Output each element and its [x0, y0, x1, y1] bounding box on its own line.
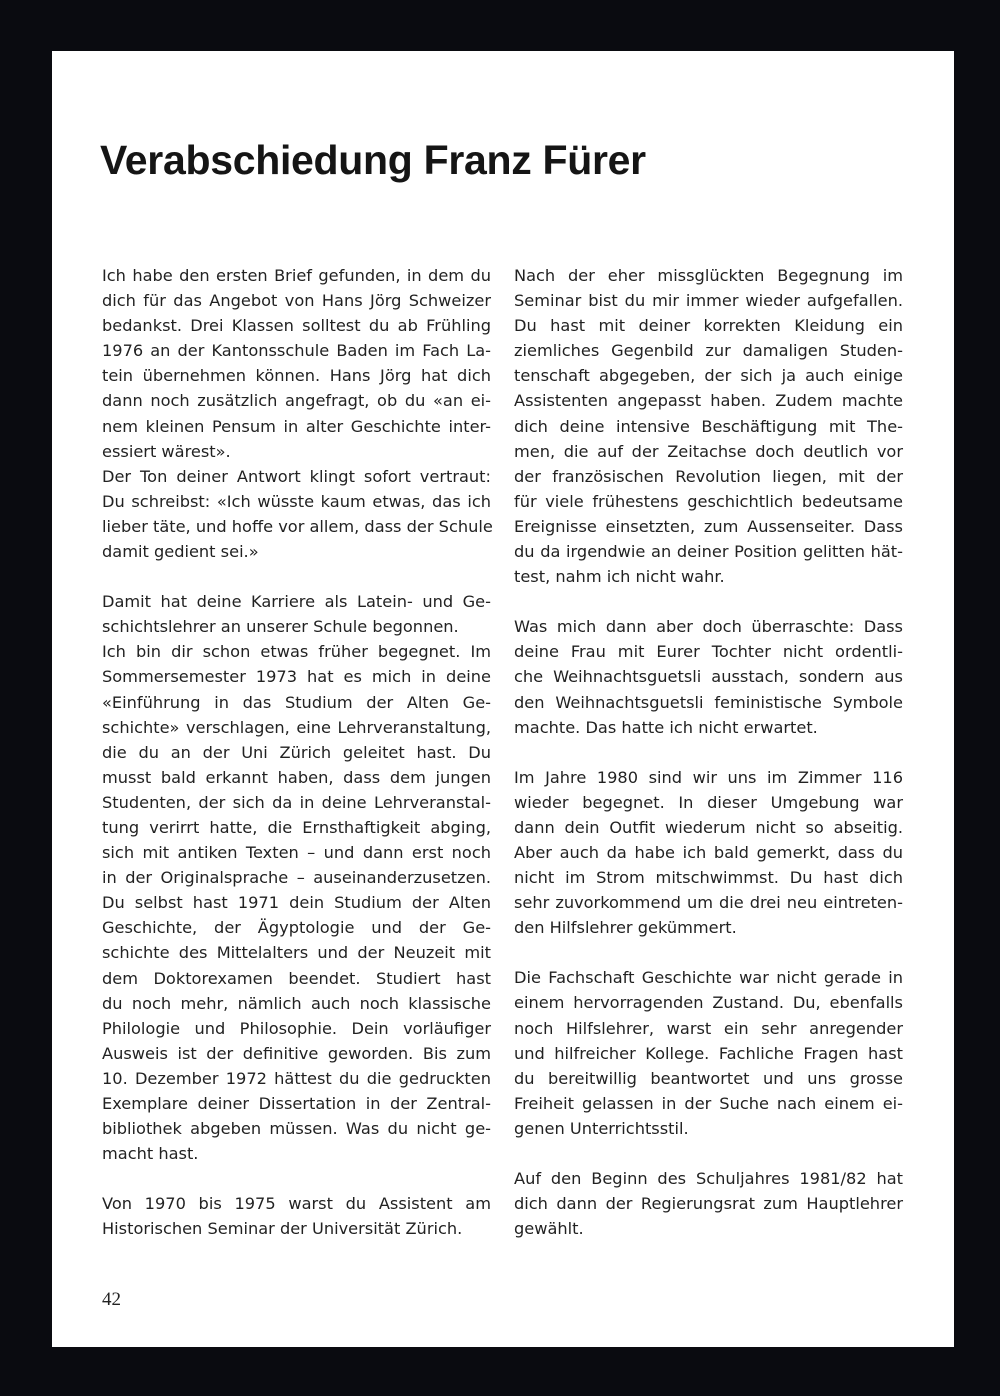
- text-line: nicht im Strom mitschwimmst. Du hast dich: [514, 868, 903, 888]
- text-line: Von 1970 bis 1975 warst du Assistent am: [102, 1194, 491, 1214]
- text-line: men, die auf der Zeitachse doch deutlich vor: [514, 441, 903, 461]
- text-line: Du selbst hast 1971 dein Studium der Alten: [102, 893, 491, 913]
- text-line: in der Originalsprache – auseinanderzusetzen.: [102, 868, 491, 888]
- text-line: Der Ton deiner Antwort klingt sofort vertraut:: [102, 466, 491, 486]
- text-line: macht hast.: [102, 1144, 199, 1164]
- text-line: und hilfreicher Kollege. Fachliche Fragen hast: [514, 1043, 903, 1063]
- text-line: lieber täte, und hoffe vor allem, dass der Schule: [102, 516, 493, 536]
- text-line: «Einführung in das Studium der Alten Ge-: [102, 692, 491, 712]
- paragraph: [102, 263, 491, 564]
- text-line: einem hervorragenden Zustand. Du, ebenfalls: [514, 993, 903, 1013]
- text-line: schichtslehrer an unserer Schule begonnen.: [102, 617, 459, 637]
- text-line: dem Doktorexamen beendet. Studiert hast: [102, 968, 491, 988]
- text-line: Sommersemester 1973 hat es mich in deine: [102, 667, 491, 687]
- right-column: [514, 263, 903, 1266]
- text-line: Ich habe den ersten Brief gefunden, in dem du: [102, 266, 491, 285]
- text-line: dich deine intensive Beschäftigung mit The-: [514, 416, 903, 436]
- text-line: für viele frühestens geschichtlich bedeutsame: [514, 491, 903, 511]
- text-line: tung verirrt hatte, die Ernsthaftigkeit abging,: [102, 817, 491, 837]
- paragraph: [514, 1166, 903, 1241]
- text-line: nem kleinen Pensum in alter Geschichte inter-: [102, 416, 491, 436]
- page-title: Verabschiedung Franz Fürer: [100, 137, 646, 183]
- text-line: Du hast mit deiner korrekten Kleidung ein: [514, 316, 903, 336]
- text-line: den Weihnachtsguetsli feministische Symbole: [514, 692, 903, 712]
- text-line: Seminar bist du mir immer wieder aufgefallen.: [514, 291, 903, 311]
- text-line: Auf den Beginn des Schuljahres 1981/82 hat: [514, 1169, 903, 1188]
- text-line: deine Frau mit Eurer Tochter nicht ordentli-: [514, 642, 903, 662]
- text-line: sich mit antiken Texten – und dann erst noch: [102, 843, 491, 863]
- paragraph: [102, 589, 491, 1166]
- text-line: ziemliches Gegenbild zur damaligen Studen-: [514, 341, 903, 361]
- paragraph: [514, 614, 903, 739]
- text-line: tenschaft abgegeben, der sich ja auch einige: [514, 366, 903, 386]
- text-line: wieder begegnet. In dieser Umgebung war: [514, 792, 903, 812]
- text-line: musst bald erkannt haben, dass dem jungen: [102, 767, 491, 787]
- text-line: Studenten, der sich da in deine Lehrveranstal-: [102, 792, 491, 812]
- text-line: du bereitwillig beantwortet und uns grosse: [514, 1068, 903, 1088]
- text-line: schichte» verschlagen, eine Lehrveranstaltung,: [102, 717, 491, 737]
- paragraph: [514, 765, 903, 941]
- text-line: genen Unterrichtsstil.: [514, 1118, 689, 1138]
- text-line: bibliothek abgeben müssen. Was du nicht ge-: [102, 1119, 491, 1139]
- text-line: essiert wärest».: [102, 441, 231, 461]
- text-line: Geschichte, der Ägyptologie und der Ge-: [102, 918, 491, 938]
- left-column: [102, 263, 491, 1266]
- text-line: Im Jahre 1980 sind wir uns im Zimmer 116: [514, 767, 903, 787]
- text-line: dann dein Outfit wiederum nicht so abseitig.: [514, 817, 903, 837]
- text-line: Die Fachschaft Geschichte war nicht gerade in: [514, 968, 903, 988]
- text-line: du da irgendwie an deiner Position gelitten hät-: [514, 542, 903, 562]
- document-page: [52, 51, 954, 1347]
- text-line: damit gedient sei.»: [102, 542, 259, 562]
- text-line: Ereignisse einsetzten, zum Aussenseiter. Dass: [514, 516, 903, 536]
- text-line: dich dann der Regierungsrat zum Hauptlehrer: [514, 1194, 903, 1214]
- text-line: sehr zuvorkommend um die drei neu eintreten-: [514, 893, 903, 913]
- text-line: der französischen Revolution liegen, mit der: [514, 466, 903, 486]
- text-line: machte. Das hatte ich nicht erwartet.: [514, 717, 818, 737]
- text-line: Historischen Seminar der Universität Zürich.: [102, 1219, 463, 1239]
- text-line: Nach der eher missglückten Begegnung im: [514, 266, 903, 285]
- text-line: Assistenten angepasst haben. Zudem machte: [514, 391, 903, 411]
- text-line: che Weihnachtsguetsli ausstach, sondern aus: [514, 667, 903, 687]
- text-line: bedankst. Drei Klassen solltest du ab Frühling: [102, 316, 491, 336]
- text-line: test, nahm ich nicht wahr.: [514, 567, 725, 587]
- text-line: noch Hilfslehrer, warst ein sehr anregender: [514, 1018, 903, 1038]
- text-line: den Hilfslehrer gekümmert.: [514, 918, 737, 938]
- text-line: dich für das Angebot von Hans Jörg Schweizer: [102, 291, 491, 311]
- text-line: dann noch zusätzlich angefragt, ob du «an ei-: [102, 391, 491, 411]
- paragraph: [514, 965, 903, 1141]
- text-line: die du an der Uni Zürich geleitet hast. Du: [102, 742, 491, 762]
- text-line: Freiheit gelassen in der Suche nach einem ei-: [514, 1093, 903, 1113]
- text-line: Aber auch da habe ich bald gemerkt, dass du: [514, 842, 903, 862]
- text-line: du noch mehr, nämlich auch noch klassische: [102, 993, 491, 1013]
- paragraph: [514, 263, 903, 589]
- text-line: Exemplare deiner Dissertation in der Zentral-: [102, 1094, 491, 1113]
- text-line: gewählt.: [514, 1219, 584, 1239]
- text-line: 10. Dezember 1972 hättest du die gedruckten: [102, 1068, 491, 1088]
- text-line: Ausweis ist der definitive geworden. Bis zum: [102, 1043, 491, 1063]
- text-line: Was mich dann aber doch überraschte: Dass: [514, 617, 903, 637]
- page-number: 42: [102, 1289, 121, 1310]
- text-line: Du schreibst: «Ich wüsste kaum etwas, das ich: [102, 491, 491, 511]
- text-line: Damit hat deine Karriere als Latein- und Ge-: [102, 592, 491, 612]
- text-line: schichte des Mittelalters und der Neuzeit mit: [102, 943, 491, 963]
- text-line: tein übernehmen können. Hans Jörg hat dich: [102, 366, 491, 386]
- text-line: 1976 an der Kantonsschule Baden im Fach La-: [102, 341, 491, 361]
- paragraph: [102, 1191, 491, 1241]
- text-line: Ich bin dir schon etwas früher begegnet. Im: [102, 642, 491, 662]
- text-line: Philologie und Philosophie. Dein vorläufiger: [102, 1018, 491, 1038]
